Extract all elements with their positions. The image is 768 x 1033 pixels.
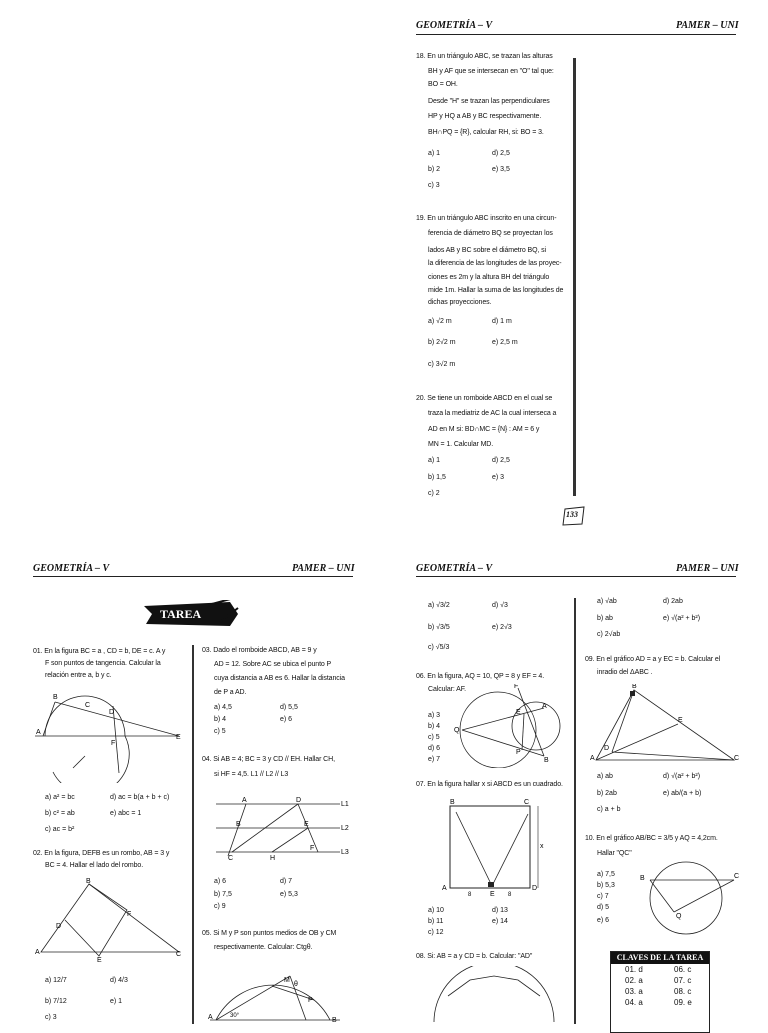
option: b) 2ab — [597, 790, 617, 797]
problem-19-line: 19. En un triángulo ABC inscrito en una circun- — [416, 215, 557, 222]
header-rule — [416, 34, 736, 35]
option: c) 5 — [214, 728, 226, 735]
svg-text:C: C — [228, 855, 234, 862]
task-03-line: de P a AD. — [214, 689, 247, 696]
option: e) 14 — [492, 918, 508, 925]
problem-19-line: lados AB y BC sobre el diámetro BQ, si — [428, 247, 546, 254]
option: c) 3 — [45, 1014, 57, 1021]
option: a) 6 — [214, 878, 227, 885]
svg-text:F: F — [127, 911, 132, 918]
svg-text:E: E — [304, 821, 309, 828]
svg-text:C: C — [85, 702, 91, 709]
figure-07 — [440, 798, 550, 898]
problem-20-line: MN = 1. Calcular MD. — [428, 441, 494, 448]
option: e) 2√3 — [492, 624, 512, 631]
svg-text:H: H — [270, 855, 276, 862]
option: d) √(a² + b²) — [663, 773, 701, 780]
option: e) 1 — [110, 998, 123, 1005]
svg-text:D: D — [604, 745, 610, 752]
svg-text:C: C — [176, 951, 182, 958]
answer-key-cell: 06. c — [674, 965, 692, 974]
option: d) 6 — [428, 745, 441, 752]
svg-text:L3: L3 — [341, 849, 349, 856]
option: b) 1,5 — [428, 474, 446, 481]
option: a) √3/2 — [428, 602, 450, 609]
option: b) 7/12 — [45, 998, 67, 1005]
problem-19-line: ferencia de diámetro BQ se proyectan los — [428, 230, 553, 237]
option: d) 13 — [492, 907, 508, 914]
task-04-line: si HF = 4,5. L1 // L2 // L3 — [214, 771, 289, 778]
problem-20-line: AD en M si: BD∩MC = {N} : AM = 6 y — [428, 426, 540, 433]
svg-text:L2: L2 — [341, 825, 349, 832]
problem-19-line: mide 1m. Hallar la suma de las longitudes de — [428, 287, 564, 294]
option: c) 7 — [597, 893, 609, 900]
svg-text:A: A — [208, 1014, 213, 1021]
header-subject: GEOMETRÍA – V — [416, 563, 493, 574]
option: b) 4 — [214, 716, 227, 723]
problem-18-line: 18. En un triángulo ABC, se trazan las alturas — [416, 53, 553, 60]
answer-key-row — [611, 997, 709, 1008]
problem-19-line: la diferencia de las longitudes de las proyec- — [428, 260, 562, 267]
column-divider — [574, 598, 576, 1024]
answer-key-row — [611, 975, 709, 986]
svg-text:A: A — [442, 885, 447, 892]
option: e) 6 — [597, 917, 610, 924]
problem-18-line: BH∩PQ = {R}, calcular RH, si: BO = 3. — [428, 129, 544, 136]
problem-18-line: BH y AF que se intersecan en "O" tal que: — [428, 68, 554, 75]
option: e) 2,5 m — [492, 339, 518, 346]
svg-text:B: B — [632, 684, 637, 690]
problem-18-line: BO = OH. — [428, 81, 458, 88]
option: a) √ab — [597, 598, 617, 605]
svg-text:P: P — [516, 749, 521, 756]
svg-text:D: D — [532, 885, 538, 892]
task-03-line: cuya distancia a AB es 6. Hallar la distancia — [214, 675, 345, 682]
option: e) ab/(a + b) — [663, 790, 702, 797]
option: d) 2,5 — [492, 457, 510, 464]
svg-text:F: F — [310, 845, 315, 852]
svg-text:θ: θ — [294, 981, 298, 988]
option: e) 5,3 — [280, 891, 298, 898]
answer-key-cell: 02. a — [625, 976, 643, 985]
figure-01 — [33, 688, 183, 783]
svg-text:Q: Q — [454, 727, 460, 734]
svg-text:F: F — [514, 684, 519, 690]
task-09-line: 09. En el gráfico AD = a y EC = b. Calcular el — [585, 656, 721, 663]
option: d) √3 — [492, 602, 508, 609]
figure-04 — [214, 794, 350, 864]
svg-text:x: x — [540, 843, 544, 850]
option: c) a + b — [597, 806, 621, 813]
option: d) 7 — [280, 878, 293, 885]
option: c) 12 — [428, 929, 444, 936]
option: a) 3 — [428, 712, 441, 719]
option: b) 5,3 — [597, 882, 615, 889]
option: c) 3 — [428, 182, 440, 189]
header-rule — [33, 576, 353, 577]
option: c) 2√ab — [597, 631, 621, 638]
header-rule — [416, 576, 736, 577]
figure-10 — [630, 860, 740, 938]
option: a) 10 — [428, 907, 444, 914]
answer-key-title: CLAVES DE LA TAREA — [611, 952, 709, 964]
task-01-line: 01. En la figura BC = a , CD = b, DE = c. A y — [33, 648, 166, 655]
answer-key-cell: 07. c — [674, 976, 692, 985]
header-program: PAMER – UNI — [676, 20, 739, 31]
task-03-line: AD = 12. Sobre AC se ubica el punto P — [214, 661, 332, 668]
figure-05 — [206, 962, 346, 1024]
option: b) 2√2 m — [428, 339, 456, 346]
option: d) 2ab — [663, 598, 683, 605]
option: b) 4 — [428, 723, 441, 730]
option: c) 9 — [214, 903, 226, 910]
option: a) √2 m — [428, 318, 452, 325]
problem-18-line: Desde "H" se trazan las perpendiculares — [428, 98, 550, 105]
option: a) 4,5 — [214, 704, 232, 711]
svg-text:B: B — [332, 1017, 337, 1024]
answer-key-cell: 03. a — [625, 987, 643, 996]
svg-text:E: E — [678, 717, 683, 724]
svg-text:E: E — [490, 891, 495, 898]
svg-text:B: B — [544, 757, 549, 764]
svg-text:A: A — [242, 797, 247, 804]
svg-text:A: A — [542, 703, 547, 710]
svg-text:C: C — [734, 755, 740, 762]
column-divider — [573, 58, 576, 496]
figure-09 — [590, 684, 740, 764]
option: b) ab — [597, 615, 613, 622]
task-09-line: inradio del ΔABC . — [597, 669, 653, 676]
option: e) 3,5 — [492, 166, 510, 173]
option: d) 1 m — [492, 318, 512, 325]
problem-18-line: HP y HQ a AB y BC respectivamente. — [428, 113, 542, 120]
task-07-line: 07. En la figura hallar x si ABCD es un cuadrado. — [416, 781, 563, 788]
svg-text:8: 8 — [508, 892, 512, 898]
svg-text:E: E — [176, 734, 181, 741]
task-08-line: 08. Si: AB = a y CD = b. Calcular: "AD" — [416, 953, 533, 960]
svg-text:D: D — [296, 797, 302, 804]
answer-key-cell: 09. e — [674, 998, 692, 1007]
header-subject: GEOMETRÍA – V — [416, 20, 493, 31]
option: a) 12/7 — [45, 977, 67, 984]
problem-19-line: dichas proyecciones. — [428, 299, 492, 306]
option: d) 5 — [597, 904, 610, 911]
option: e) 7 — [428, 756, 441, 763]
svg-text:Q: Q — [676, 913, 682, 920]
option: a) 1 — [428, 457, 441, 464]
option: c) 5 — [428, 734, 440, 741]
svg-text:30°: 30° — [230, 1013, 240, 1019]
svg-text:C: C — [734, 873, 740, 880]
svg-text:E: E — [97, 957, 102, 962]
option: b) 11 — [428, 918, 444, 925]
svg-text:F: F — [111, 740, 116, 747]
task-10-line: 10. En el gráfico AB/BC = 3/5 y AQ = 4,2cm. — [585, 835, 718, 842]
svg-text:B: B — [450, 799, 455, 806]
task-05-line: 05. Si M y P son puntos medios de OB y CM — [202, 930, 337, 937]
svg-text:L1: L1 — [341, 801, 349, 808]
header-program: PAMER – UNI — [292, 563, 355, 574]
svg-text:A: A — [36, 729, 41, 736]
svg-text:8: 8 — [468, 892, 472, 898]
svg-text:C: C — [524, 799, 530, 806]
option: d) 4/3 — [110, 977, 128, 984]
option: a) 7,5 — [597, 871, 615, 878]
svg-text:A: A — [590, 755, 595, 762]
option: b) 7,5 — [214, 891, 232, 898]
option: e) 3 — [492, 474, 505, 481]
task-10-line: Hallar "QC" — [597, 850, 632, 857]
svg-text:M: M — [284, 977, 290, 984]
header-subject: GEOMETRÍA – V — [33, 563, 110, 574]
tarea-label: TAREA — [160, 607, 202, 621]
problem-20-line: traza la mediatriz de AC la cual interseca a — [428, 410, 557, 417]
option: c) √5/3 — [428, 644, 450, 651]
answer-key-cell: 01. d — [625, 965, 643, 974]
answer-key-row — [611, 964, 709, 975]
svg-text:B: B — [236, 821, 241, 828]
answer-key-cell: 08. c — [674, 987, 692, 996]
svg-text:E: E — [516, 709, 521, 716]
svg-text:B: B — [640, 875, 645, 882]
task-06-line: 06. En la figura, AQ = 10, QP = 8 y EF = 4. — [416, 673, 545, 680]
option: c) ac = b² — [45, 826, 75, 833]
answer-key-row — [611, 986, 709, 997]
task-06-line: Calcular: AF. — [428, 686, 466, 693]
svg-text:A: A — [35, 949, 40, 956]
problem-20-line: 20. Se tiene un romboide ABCD en el cual se — [416, 395, 553, 402]
option: c) 3√2 m — [428, 361, 456, 368]
option: b) c² = ab — [45, 810, 75, 817]
svg-text:P: P — [308, 997, 313, 1004]
option: b) 2 — [428, 166, 441, 173]
task-05-line: respectivamente. Calcular: Ctgθ. — [214, 944, 313, 951]
option: e) 6 — [280, 716, 293, 723]
option: c) 2 — [428, 490, 440, 497]
figure-02 — [33, 876, 183, 962]
task-01-line: F son puntos de tangencia. Calcular la — [45, 660, 161, 667]
header-program: PAMER – UNI — [676, 563, 739, 574]
option: d) ac = b(a + b + c) — [110, 794, 170, 801]
svg-text:D: D — [56, 923, 62, 930]
page-number: 133 — [566, 510, 578, 519]
option: d) 2,5 — [492, 150, 510, 157]
answer-key-table — [610, 951, 710, 1033]
svg-text:D: D — [109, 709, 115, 716]
option: e) √(a² + b²) — [663, 615, 701, 622]
problem-19-line: ciones es 2m y la altura BH del triángulo — [428, 274, 550, 281]
figure-06 — [452, 684, 570, 768]
option: d) 5,5 — [280, 704, 298, 711]
task-04-line: 04. Si AB = 4; BC = 3 y CD // EH. Hallar CH, — [202, 756, 335, 763]
task-01-line: relación entre a, b y c. — [45, 672, 112, 679]
option: a) 1 — [428, 150, 441, 157]
option: e) abc = 1 — [110, 810, 142, 817]
option: a) a² = bc — [45, 794, 75, 801]
task-03-line: 03. Dado el romboide ABCD, AB = 9 y — [202, 647, 317, 654]
task-02-line: BC = 4. Hallar el lado del rombo. — [45, 862, 144, 869]
svg-text:B: B — [86, 878, 91, 885]
figure-08 — [420, 966, 570, 1024]
option: b) √3/5 — [428, 624, 450, 631]
task-02-line: 02. En la figura, DEFB es un rombo, AB = 3 y — [33, 850, 170, 857]
svg-text:B: B — [53, 694, 58, 701]
option: a) ab — [597, 773, 613, 780]
column-divider — [192, 645, 194, 1024]
answer-key-cell: 04. a — [625, 998, 643, 1007]
